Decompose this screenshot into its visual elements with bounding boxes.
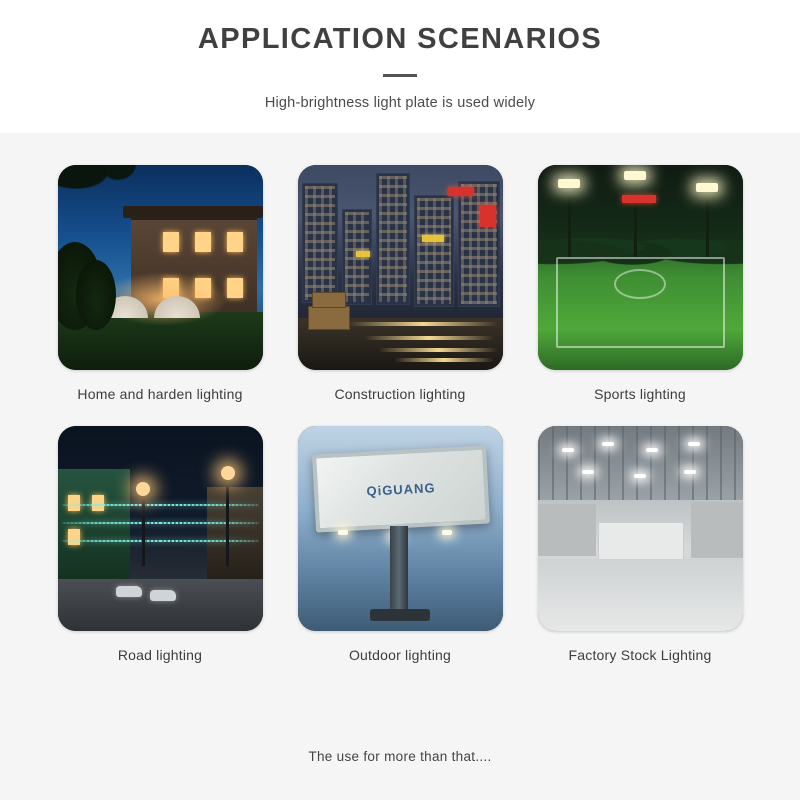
scenario-card-construction[interactable] (280, 165, 520, 402)
scenario-caption: Road lighting (117, 647, 203, 663)
scenario-card-home-garden[interactable] (40, 165, 280, 402)
footer-note: The use for more than that.... (308, 749, 492, 764)
billboard-outdoor-scene (298, 426, 503, 631)
home-garden-night-scene (58, 165, 263, 370)
page-header (0, 0, 800, 133)
scenario-caption: Construction lighting (334, 386, 466, 402)
scenario-card-road[interactable] (40, 426, 280, 663)
page-title: APPLICATION SCENARIOS (197, 23, 603, 55)
scenario-card-factory[interactable] (520, 426, 760, 663)
city-construction-street-scene (298, 165, 503, 370)
street-road-night-scene (58, 426, 263, 631)
scenario-grid (0, 133, 800, 687)
stadium-floodlight-scene (538, 165, 743, 370)
scenario-caption: Sports lighting (594, 386, 686, 402)
billboard-brand-text: QiGUANG (365, 479, 436, 499)
scenario-card-outdoor[interactable] (280, 426, 520, 663)
title-divider (383, 74, 417, 77)
scenario-card-sports[interactable] (520, 165, 760, 402)
factory-warehouse-interior-scene (538, 426, 743, 631)
scenario-caption: Factory Stock Lighting (568, 647, 712, 663)
scenario-caption: Home and harden lighting (77, 386, 243, 402)
page-subtitle: High-brightness light plate is used widely (264, 95, 536, 111)
scenario-caption: Outdoor lighting (348, 647, 452, 663)
billboard-panel (312, 446, 490, 533)
